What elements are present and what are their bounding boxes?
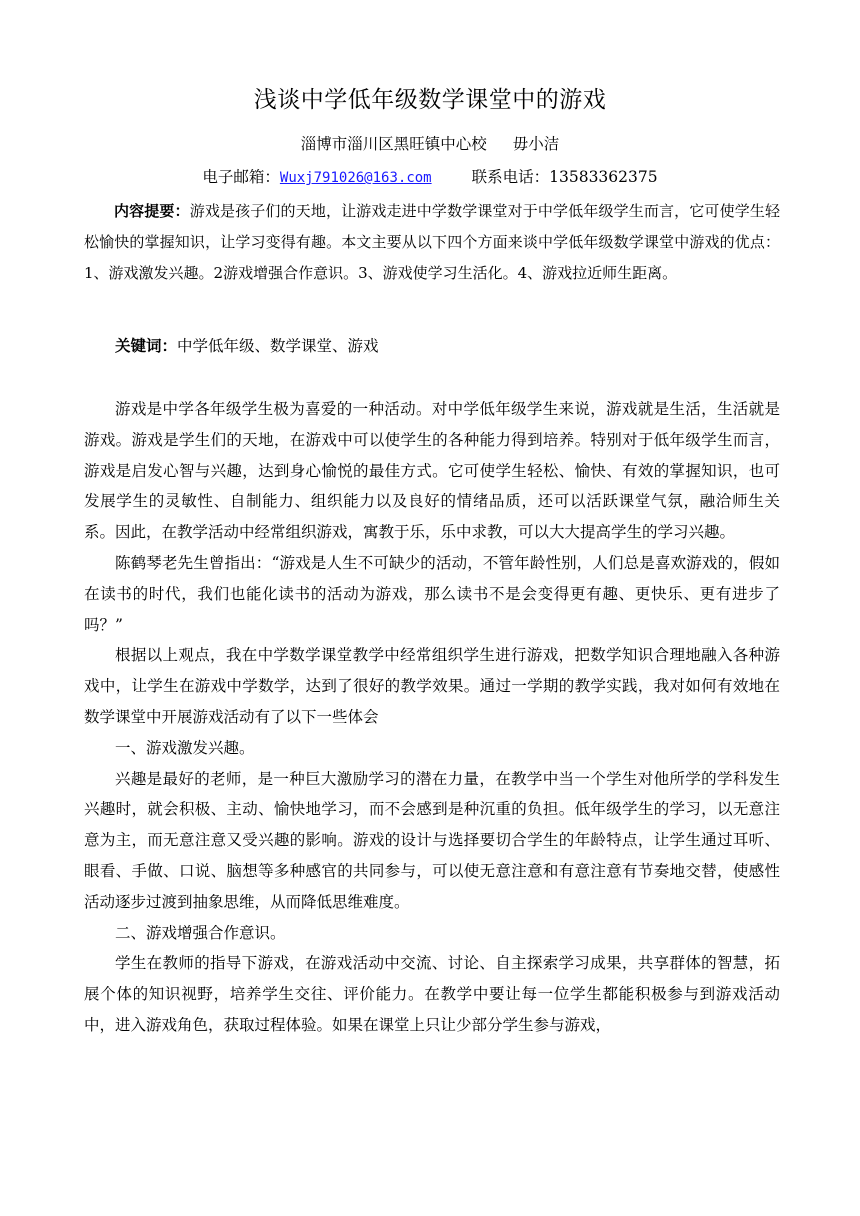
body-text	[84, 394, 780, 1041]
abstract-label: 内容提要：	[114, 202, 190, 220]
section-heading: 一、游戏激发兴趣。	[115, 738, 255, 757]
author-organization: 淄博市淄川区黑旺镇中心校	[300, 135, 487, 153]
keywords	[84, 331, 780, 362]
body-paragraph: 游戏是中学各年级学生极为喜爱的一种活动。对中学低年级学生来说，游戏就是生活，生活就是游戏。游戏是学生们的天地，在游戏中可以使学生的各种能力得到培养。特别对于低年级学生而言，游戏是启发心智与兴趣，达到身心愉悦的最佳方式。它可使学生轻松、愉快、有效的掌握知识，也可发展学生的灵敏性、自制能力、组织能力以及良好的情绪品质，还可以活跃课堂气氛，融洽师生关系。因此，在教学活动中经常组织游戏，寓教于乐，乐中求教，可以大大提高学生的学习兴趣。	[84, 400, 780, 542]
body-paragraph: 陈鹤琴老先生曾指出：“游戏是人生不可缺少的活动，不管年龄性别，人们总是喜欢游戏的，假如在读书的时代，我们也能化读书的活动为游戏，那么读书不是会变得更有趣、更快乐、更有进步了吗？”	[84, 553, 780, 634]
contact-line	[0, 166, 860, 189]
body-paragraph: 学生在教师的指导下游戏，在游戏活动中交流、讨论、自主探索学习成果，共享群体的智慧，拓展个体的知识视野，培养学生交往、评价能力。在教学中要让每一位学生都能积极参与到游戏活动中，进入游戏角色，获取过程体验。如果在课堂上只让少部分学生参与游戏，	[84, 954, 780, 1034]
email-link[interactable]: Wuxj791026@163.com	[279, 170, 432, 186]
keywords-text: 中学低年级、数学课堂、游戏	[177, 337, 379, 355]
body-paragraph: 根据以上观点，我在中学数学课堂教学中经常组织学生进行游戏，把数学知识合理地融入各种游戏中，让学生在游戏中学数学，达到了很好的教学效果。通过一学期的教学实践，我对如何有效地在数学课堂中开展游戏活动有了以下一些体会	[84, 646, 780, 726]
abstract	[84, 196, 780, 288]
phone-label: 联系电话：	[471, 168, 550, 186]
body-paragraph: 兴趣是最好的老师，是一种巨大激励学习的潜在力量，在教学中当一个学生对他所学的学科发生兴趣时，就会积极、主动、愉快地学习，而不会感到是种沉重的负担。低年级学生的学习，以无意注意为主，而无意注意又受兴趣的影响。游戏的设计与选择要切合学生的年龄特点，让学生通过耳听、眼看、手做、口说、脑想等多种感官的共同参与，可以使无意注意和有意注意有节奏地交替，使感性活动逐步过渡到抽象思维，从而降低思维难度。	[84, 769, 780, 911]
abstract-text: 游戏是孩子们的天地，让游戏走进中学数学课堂对于中学低年级学生而言，它可使学生轻松愉快的掌握知识，让学习变得有趣。本文主要从以下四个方面来谈中学低年级数学课堂中游戏的优点：1、游戏激发兴趣。2游戏增强合作意识。3、游戏使学习生活化。4、游戏拉近师生距离。	[84, 202, 780, 282]
author-line	[0, 133, 860, 155]
author-name: 毋小洁	[512, 135, 560, 153]
document-title: 浅谈中学低年级数学课堂中的游戏	[253, 87, 607, 113]
email-label: 电子邮箱：	[202, 168, 280, 186]
keywords-label: 关键词：	[115, 337, 178, 355]
phone-number: 13583362375	[549, 168, 658, 186]
section-heading: 二、游戏增强合作意识。	[115, 923, 286, 942]
